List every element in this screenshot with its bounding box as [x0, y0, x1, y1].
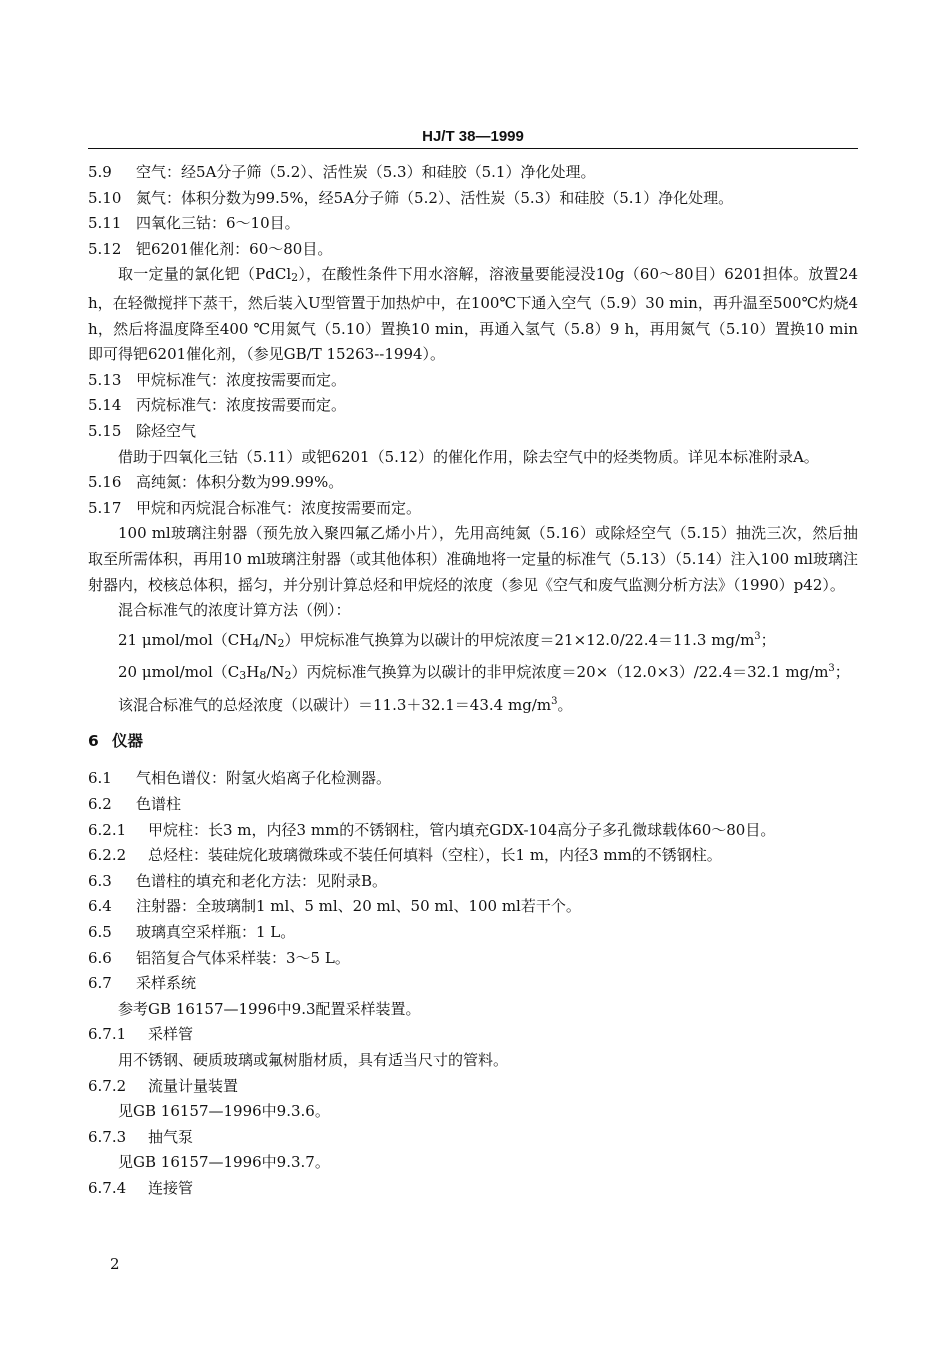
item-number: 6.2.2 [88, 846, 127, 865]
item-number: 5.16 [88, 473, 122, 492]
item-6-5 [88, 920, 858, 946]
calc-methane: 21 μmol/mol（CH4/N2）甲烷标准气换算为以碳计的甲烷浓度＝21×12.0/22.4＝11.3 $mg/m^3$； [118, 630, 776, 650]
calc-total: 该混合标准气的总烃浓度（以碳计）＝11.3＋32.1＝43.4 $mg/m^3$。 [118, 695, 573, 714]
item-number: 6.7.4 [88, 1178, 127, 1197]
item-text: 四氧化三钴：6～10目。 [136, 214, 300, 233]
item-number: 6.3 [88, 871, 112, 890]
item-text: 色谱柱的填充和老化方法：见附录B。 [136, 871, 388, 890]
item-text: 玻璃真空采样瓶：1 L。 [136, 923, 296, 942]
item-number: 6.2.1 [88, 820, 127, 839]
item-text: 空气：经5A分子筛（5.2）、活性炭（5.3）和硅胶（5.1）净化处理。 [136, 163, 596, 181]
paragraph-mixed-standard-gas: 100 ml玻璃注射器（预先放入聚四氟乙烯小片），先用高纯氮（5.16）或除烃空气（5.15）抽洗三次，然后抽取至所需体积，再用10 ml玻璃注射器（或其他体积）准确地将一定量的标准气（5.13）（5.14）注入100 ml玻璃注射器内，校核总体积，摇匀，并分别计算总烃和甲烷烃的浓度（参见《空气和废气监测分析方法》（1990）p42）。 [88, 524, 858, 594]
item-5-11 [88, 211, 858, 237]
page-number: 2 [110, 1255, 120, 1273]
item-text: 高纯氮：体积分数为99.99%。 [136, 473, 344, 492]
item-text: 连接管 [148, 1178, 194, 1197]
item-number: 5.9 [88, 163, 112, 181]
item-number: 6.7 [88, 974, 112, 993]
item-text: 采样管 [148, 1025, 194, 1044]
item-6-7-4 [88, 1176, 858, 1202]
item-6-7-3 [88, 1125, 858, 1151]
item-number: 5.11 [88, 214, 122, 233]
item-text: 色谱柱 [136, 795, 182, 814]
item-5-13 [88, 368, 858, 394]
item-number: 6.1 [88, 769, 112, 788]
item-text: 钯6201催化剂：60～80目。 [136, 239, 333, 258]
item-number: 6.5 [88, 923, 112, 942]
item-number: 5.17 [88, 498, 122, 517]
item-5-12 [88, 237, 858, 263]
item-number: 6.6 [88, 948, 112, 967]
paragraph-catalyst-prep: 取一定量的氯化钯（PdCl2），在酸性条件下用水溶解，溶液量要能浸没10g（60～80目）6201担体。放置24 h，在轻微搅拌下蒸干，然后装入U型管置于加热炉中，在100℃下通入空气（5.9）30 min，再升温至500℃灼烧4 h，然后将温度降至400 ℃用氮气（5.10）置换10 min，再通入氢气（5.8）9 h，再用氮气（5.10）置换10 min即可得钯6201催化剂，（参见GB/T 15263--1994）。 [88, 265, 858, 364]
section-heading-instruments: 6 仪器 [88, 732, 144, 751]
item-number: 6.2 [88, 795, 112, 814]
item-5-17 [88, 496, 858, 522]
item-text: 气相色谱仪：附氢火焰离子化检测器。 [136, 769, 392, 788]
item-number: 6.7.1 [88, 1025, 127, 1044]
item-text: 注射器：全玻璃制1 ml、5 ml、20 ml、50 ml、100 ml若干个。 [136, 897, 581, 916]
item-5-14 [88, 393, 858, 419]
item-text: 总烃柱：装硅烷化玻璃微珠或不装任何填料（空柱），长1 m，内径3 mm的不锈钢柱。 [148, 846, 722, 865]
item-text: 丙烷标准气：浓度按需要而定。 [136, 396, 347, 415]
item-6-2-2 [88, 843, 858, 869]
calc-title: 混合标准气的浓度计算方法（例）： [118, 601, 351, 620]
item-6-7 [88, 971, 858, 997]
item-text: 氮气：体积分数为99.5%，经5A分子筛（5.2）、活性炭（5.3）和硅胶（5.1）净化处理。 [136, 188, 734, 207]
item-number: 6.7.3 [88, 1127, 127, 1146]
item-number: 6.7.2 [88, 1076, 127, 1095]
document-body [88, 160, 858, 1202]
item-text: 甲烷标准气：浓度按需要而定。 [136, 370, 347, 389]
item-6-1 [88, 766, 858, 792]
item-6-2-1 [88, 818, 858, 844]
item-text: 甲烷和丙烷混合标准气：浓度按需要而定。 [136, 498, 422, 517]
item-5-16 [88, 470, 858, 496]
item-text: 铝箔复合气体采样装：3～5 L。 [136, 948, 350, 967]
item-number: 6.4 [88, 897, 112, 916]
item-text: 甲烷柱：长3 m，内径3 mm的不锈钢柱，管内填充GDX-104高分子多孔微球载体60～80目。 [148, 820, 776, 839]
paragraph-6-7-3: 见GB 16157—1996中9.3.7。 [118, 1153, 330, 1172]
page-header: HJ/T 38—1999 [88, 128, 858, 149]
item-5-15 [88, 419, 858, 445]
paragraph-6-7: 参考GB 16157—1996中9.3配置采样装置。 [118, 999, 421, 1018]
paragraph-6-7-2: 见GB 16157—1996中9.3.6。 [118, 1102, 330, 1121]
item-6-7-1 [88, 1022, 858, 1048]
item-6-3 [88, 869, 858, 895]
item-text: 流量计量装置 [148, 1076, 239, 1095]
item-5-9 [88, 160, 858, 186]
item-text: 采样系统 [136, 974, 197, 993]
item-number: 5.12 [88, 239, 122, 258]
item-number: 5.15 [88, 421, 122, 440]
item-6-6 [88, 946, 858, 972]
item-6-4 [88, 894, 858, 920]
item-6-7-2 [88, 1074, 858, 1100]
paragraph-hydrocarbon-free-air: 借助于四氧化三钴（5.11）或钯6201（5.12）的催化作用，除去空气中的烃类物质。详见本标准附录A。 [118, 447, 819, 466]
paragraph-6-7-1: 用不锈钢、硬质玻璃或氟树脂材质，具有适当尺寸的管料。 [118, 1051, 509, 1069]
item-text: 除烃空气 [136, 421, 197, 440]
item-number: 5.14 [88, 396, 122, 415]
item-6-2 [88, 792, 858, 818]
calc-propane: 20 μmol/mol（C3H8/N2）丙烷标准气换算为以碳计的非甲烷浓度＝20×（12.0×3）/22.4＝32.1 $mg/m^3$； [118, 663, 850, 683]
item-text: 抽气泵 [148, 1127, 194, 1146]
item-number: 5.10 [88, 188, 122, 207]
item-5-10 [88, 186, 858, 212]
item-number: 5.13 [88, 370, 122, 389]
